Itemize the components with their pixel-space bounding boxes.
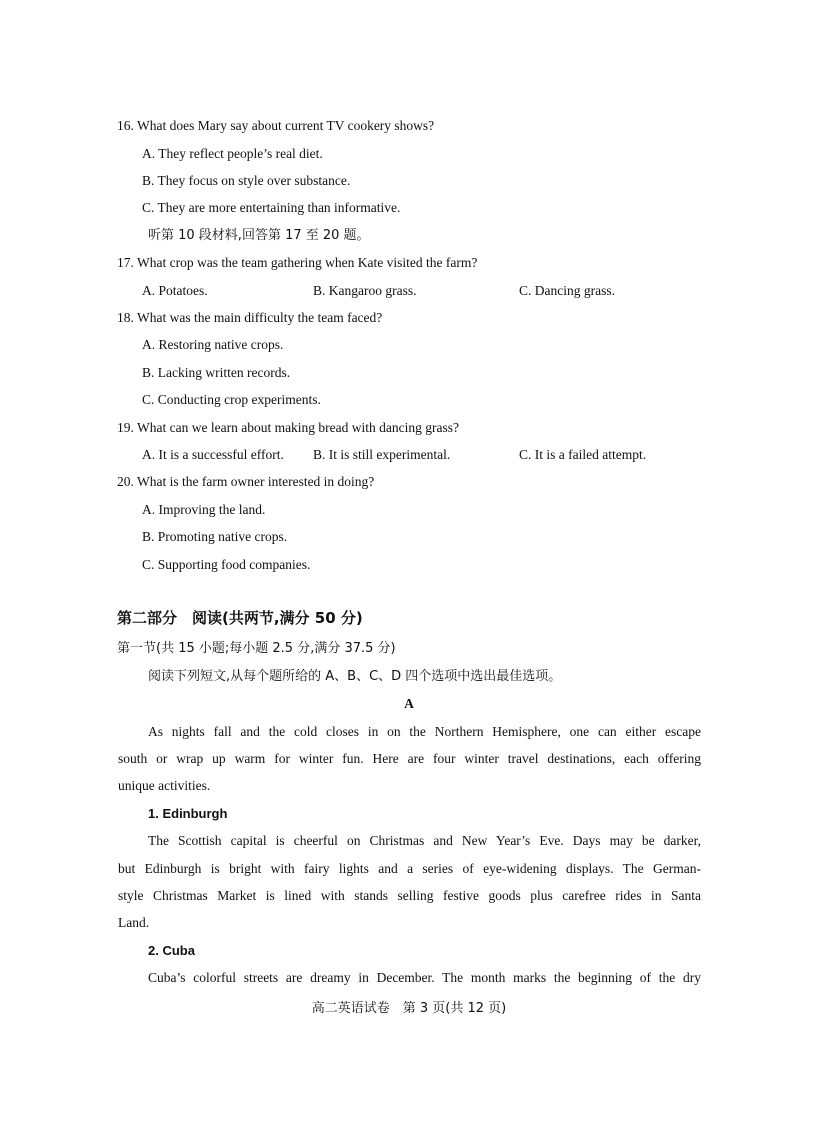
question-18-option-c: C. Conducting crop experiments. xyxy=(142,392,321,407)
section-heading-edinburgh: 1. Edinburgh xyxy=(148,806,228,821)
part2-title: 第二部分 阅读(共两节,满分 50 分) xyxy=(117,609,363,627)
question-19-option-c: C. It is a failed attempt. xyxy=(519,447,647,462)
page-footer: 高二英语试卷 第 3 页(共 12 页) xyxy=(311,1001,507,1016)
intro-line-1: As nights fall and the cold closes in on the Northern Hemisphere, one can either escape xyxy=(148,724,701,739)
question-19-option-a: A. It is a successful effort. xyxy=(142,447,284,462)
question-17-stem: 17. What crop was the team gathering when Kate visited the farm? xyxy=(117,255,478,270)
question-17-option-c: C. Dancing grass. xyxy=(519,283,615,298)
question-20-option-b: B. Promoting native crops. xyxy=(142,529,288,544)
reading-instruction: 阅读下列短文,从每个题所给的 A、B、C、D 四个选项中选出最佳选项。 xyxy=(148,669,562,684)
question-20-stem: 20. What is the farm owner interested in doing? xyxy=(117,474,375,489)
question-19-options xyxy=(142,446,702,464)
question-16-option-c: C. They are more entertaining than informative. xyxy=(142,200,401,215)
cuba-line-1: Cuba’s colorful streets are dreamy in December. The month marks the beginning of the dry xyxy=(148,970,701,985)
intro-line-2: south or wrap up warm for winter fun. Here are four winter travel destinations, each offering xyxy=(118,751,701,766)
question-19-option-b: B. It is still experimental. xyxy=(313,447,451,462)
listening-instruction: 听第 10 段材料,回答第 17 至 20 题。 xyxy=(148,228,370,243)
question-16-option-b: B. They focus on style over substance. xyxy=(142,173,351,188)
question-19-stem: 19. What can we learn about making bread with dancing grass? xyxy=(117,420,460,435)
question-18-option-b: B. Lacking written records. xyxy=(142,365,291,380)
question-18-stem: 18. What was the main difficulty the team faced? xyxy=(117,310,383,325)
question-16-stem: 16. What does Mary say about current TV cookery shows? xyxy=(117,118,435,133)
passage-label: A xyxy=(404,696,414,711)
edinburgh-line-2: but Edinburgh is bright with fairy lights and a series of eye-widening displays. The German- xyxy=(118,861,701,876)
question-20-option-c: C. Supporting food companies. xyxy=(142,557,311,572)
edinburgh-line-3: style Christmas Market is lined with stands selling festive goods plus carefree rides in Santa xyxy=(118,888,701,903)
question-16-option-a: A. They reflect people’s real diet. xyxy=(142,146,323,161)
question-17-option-a: A. Potatoes. xyxy=(142,283,208,298)
question-20-option-a: A. Improving the land. xyxy=(142,502,266,517)
question-17-option-b: B. Kangaroo grass. xyxy=(313,283,417,298)
edinburgh-line-4: Land. xyxy=(118,915,150,930)
section1-heading: 第一节(共 15 小题;每小题 2.5 分,满分 37.5 分) xyxy=(117,641,396,656)
edinburgh-line-1: The Scottish capital is cheerful on Christmas and New Year’s Eve. Days may be darker, xyxy=(148,833,701,848)
section-heading-cuba: 2. Cuba xyxy=(148,943,195,958)
question-18-option-a: A. Restoring native crops. xyxy=(142,337,284,352)
intro-line-3: unique activities. xyxy=(118,778,211,793)
question-17-options xyxy=(142,282,702,300)
